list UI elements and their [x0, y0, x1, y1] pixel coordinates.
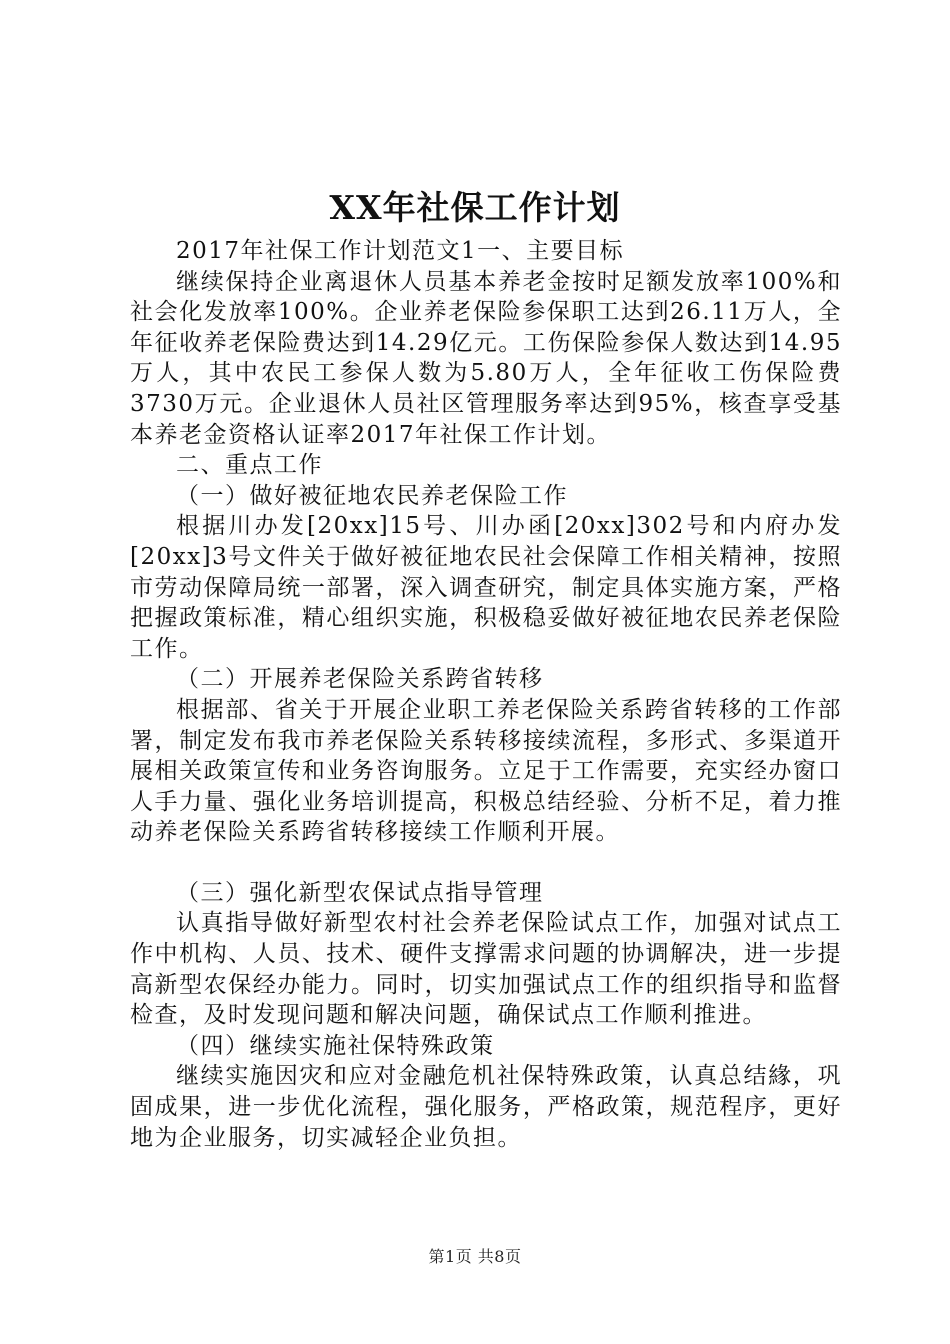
subsection-paragraph-1: 根据川办发[20xx]15号、川办函[20xx]302号和内府办发[20xx]3号文件关于做好被征地农民社会保障工作相关精神，按照市劳动保障局统一部署，深入调查研究，制定具体实施方案，严格把握政策标准，精心组织实施，积极稳妥做好被征地农民养老保险工作。	[130, 513, 842, 662]
subsection-paragraph-4: 继续实施因灾和应对金融危机社保特殊政策，认真总结緣，巩固成果，进一步优化流程，强化服务，严格政策，规范程序，更好地为企业服务，切实减轻企业负担。	[130, 1063, 842, 1151]
subsection-heading-3: （三）强化新型农保试点指导管理	[176, 879, 544, 906]
subsection-heading-2: （二）开展养老保险关系跨省转移	[176, 666, 544, 693]
document-body	[130, 236, 842, 1153]
section-heading-key-work: 二、重点工作	[176, 452, 323, 479]
goals-paragraph: 继续保持企业离退休人员基本养老金按时足额发放率100%和社会化发放率100%。企业养老保险参保职工达到26.11万人，全年征收养老保险费达到14.29亿元。工伤保险参保人数达到14.95万人，其中农民工参保人数为5.80万人，全年征收工伤保险费3730万元。企业退休人员社区管理服务率达到95%，核查享受基本养老金资格认证率2017年社保工作计划。	[130, 268, 842, 448]
subsection-heading-1: （一）做好被征地农民养老保险工作	[176, 482, 568, 509]
document-title: XX年社保工作计划	[329, 188, 621, 227]
page-number-footer: 第1页 共8页	[428, 1247, 522, 1266]
subsection-paragraph-3: 认真指导做好新型农村社会养老保险试点工作，加强对试点工作中机构、人员、技术、硬件支撑需求问题的协调解决，进一步提高新型农保经办能力。同时，切实加强试点工作的组织指导和监督检查，及时发现问题和解决问题，确保试点工作顺利推进。	[130, 910, 842, 1029]
intro-line: 2017年社保工作计划范文1一、主要目标	[176, 238, 625, 264]
subsection-paragraph-2: 根据部、省关于开展企业职工养老保险关系跨省转移的工作部署，制定发布我市养老保险关系转移接续流程，多形式、多渠道开展相关政策宣传和业务咨询服务。立足于工作需要，充实经办窗口人手力量、强化业务培训提高，积极总结经验、分析不足，着力推动养老保险关系跨省转移接续工作顺利开展。	[130, 696, 842, 846]
subsection-heading-4: （四）继续实施社保特殊政策	[176, 1032, 495, 1059]
